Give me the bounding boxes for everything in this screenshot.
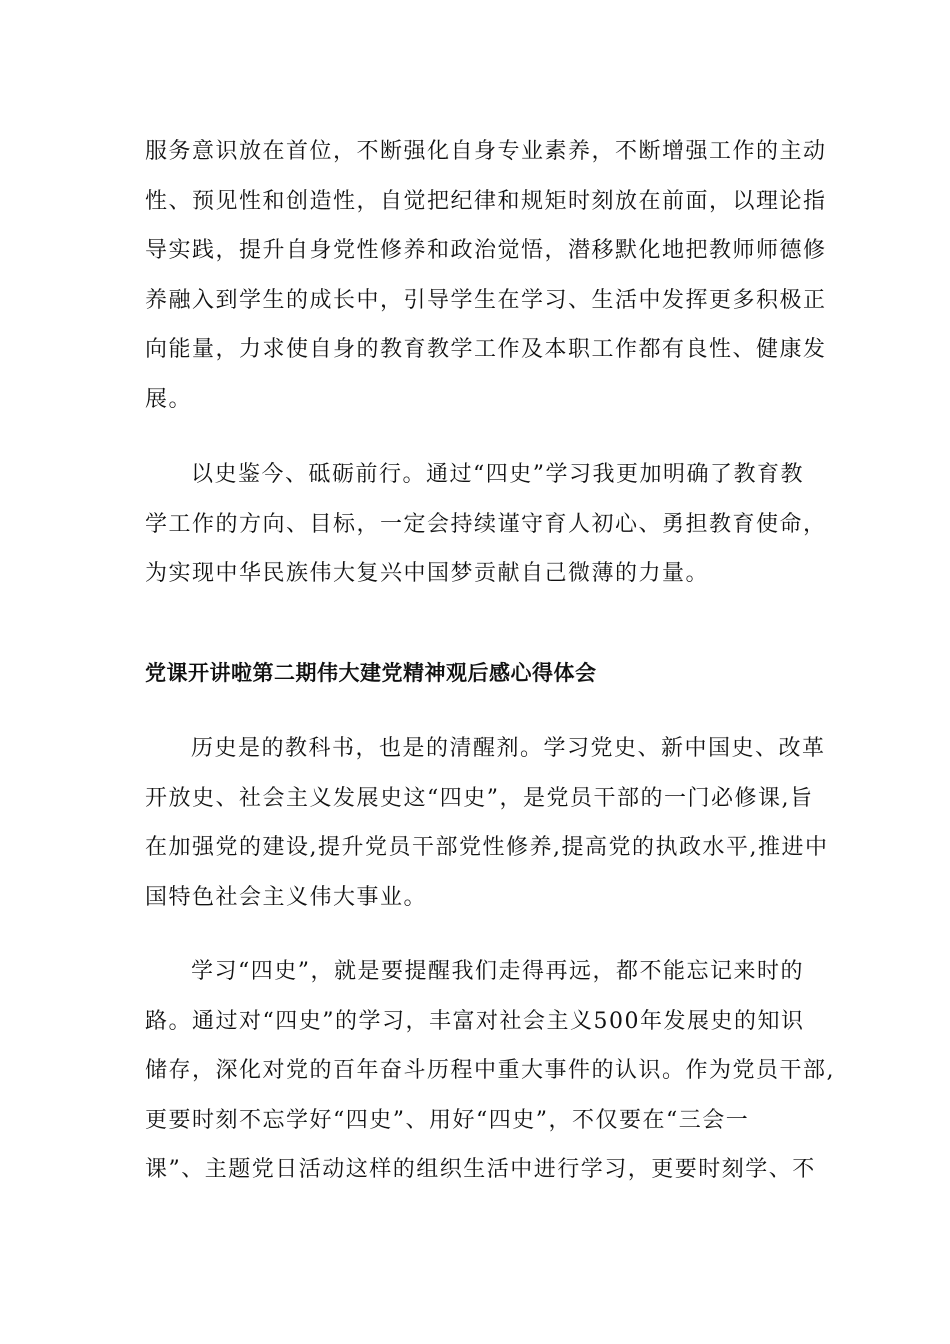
text-line: 国特色社会主义伟大事业。 [145,884,428,910]
text-line: 路。通过对“四史”的学习，丰富对社会主义500年发展史的知识 [145,1008,805,1034]
text-line: 储存，深化对党的百年奋斗历程中重大事件的认识。作为党员干部, [145,1058,835,1083]
paragraph-four-histories [145,947,835,1195]
text-line: 向能量，力求使自身的教育教学工作及本职工作都有良性、健康发 [145,337,827,362]
paragraph-service-awareness [145,127,827,424]
text-line: 在加强党的建设,提升党员干部党性修养,提高党的执政水平,推进中 [145,835,829,860]
text-line: 更要时刻不忘学好“四史”、用好“四史”，不仅要在“三会一 [145,1107,750,1133]
text-line: 展。 [145,386,193,412]
text-line: 为实现中华民族伟大复兴中国梦贡献自己微薄的力量。 [145,561,710,586]
text-line: 开放史、社会主义发展史这“四史”，是党员干部的一门必修课,旨 [145,785,814,811]
section-heading: 党课开讲啦第二期伟大建党精神观后感心得体会 [145,661,597,685]
text-line: 以史鉴今、砥砺前行。通过“四史”学习我更加明确了教育教 [191,462,804,487]
text-line: 导实践，提升自身党性修养和政治觉悟，潜移默化地把教师师德修 [145,238,827,263]
text-line: 学工作的方向、目标，一定会持续谨守育人初心、勇担教育使命， [145,511,827,537]
text-line: 课”、主题党日活动这样的组织生活中进行学习，更要时刻学、不 [145,1157,816,1182]
paragraph-history-textbook [145,724,829,922]
text-line: 服务意识放在首位，不断强化自身专业素养，不断增强工作的主动 [145,139,827,164]
text-line: 养融入到学生的成长中，引导学生在学习、生活中发挥更多积极正 [145,287,827,313]
text-line: 性、预见性和创造性，自觉把纪律和规矩时刻放在前面，以理论指 [145,188,827,214]
text-line: 历史是的教科书，也是的清醒剂。学习党史、新中国史、改革 [191,736,826,761]
text-line: 学习“四史”，就是要提醒我们走得再远，都不能忘记来时的 [191,959,804,984]
paragraph-learn-from-history [145,450,827,599]
